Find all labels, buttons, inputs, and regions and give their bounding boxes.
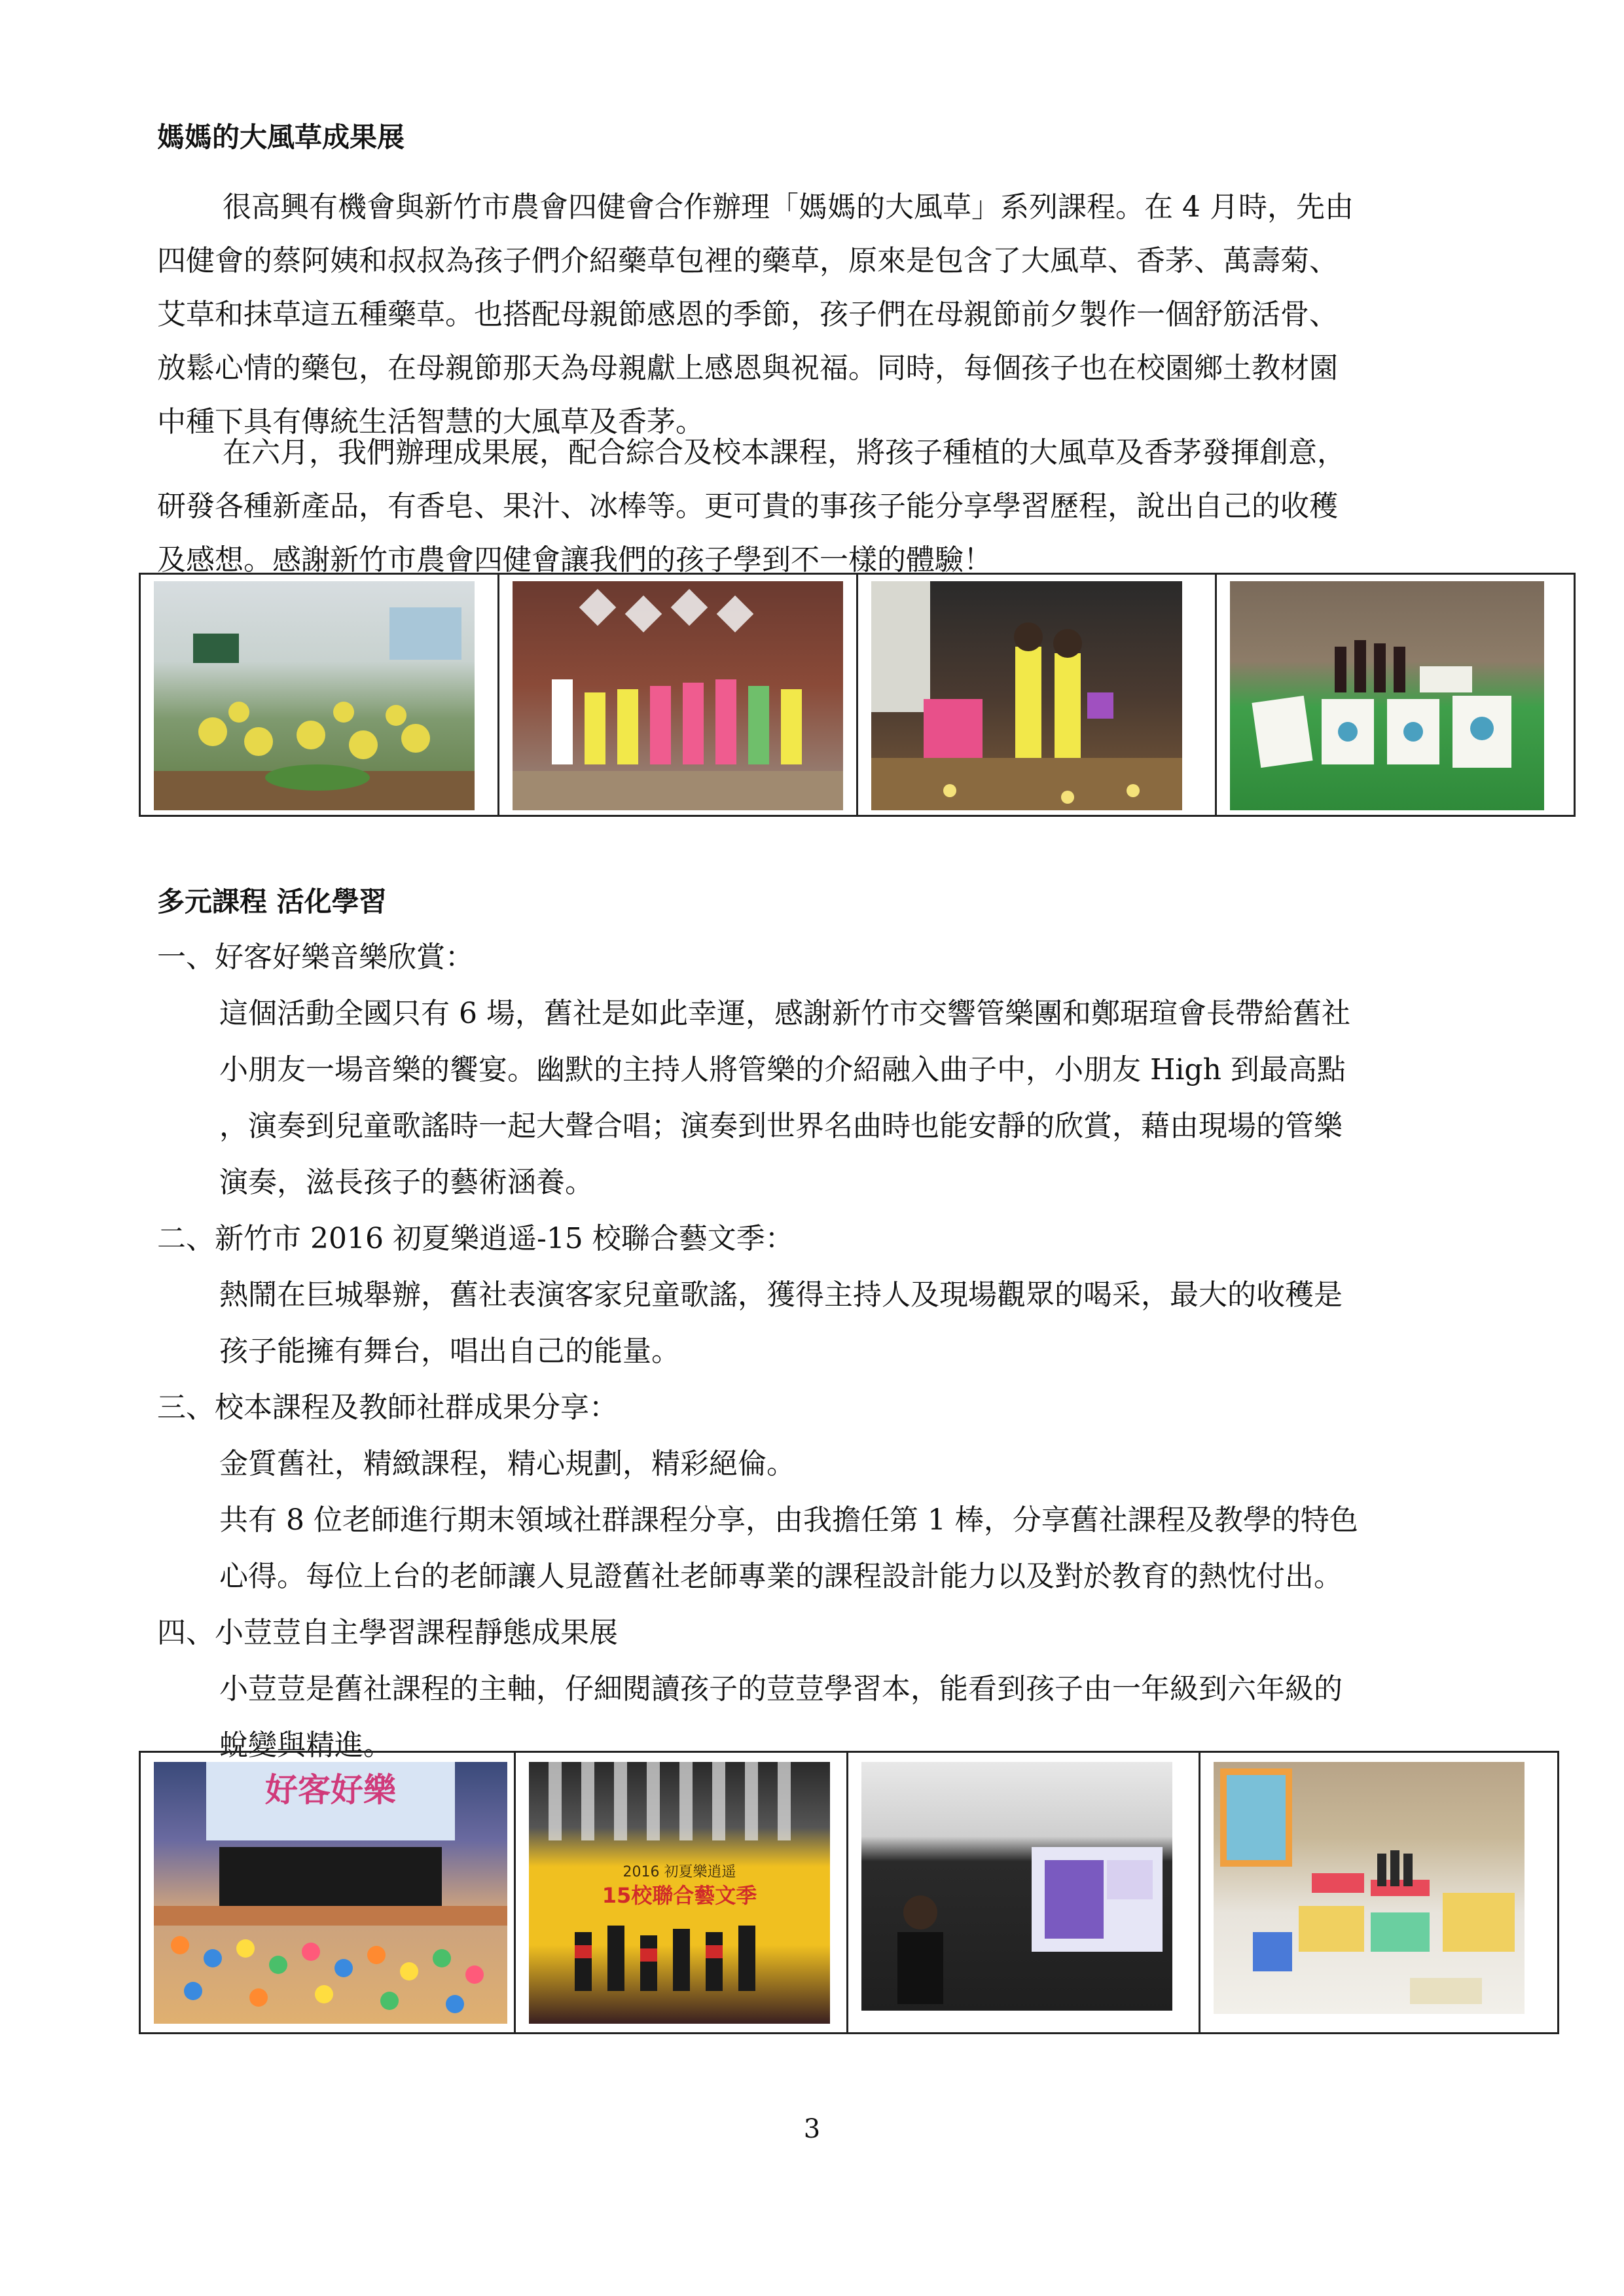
photo-classroom-herbs: [154, 581, 475, 810]
photo-herb-products-table: [1230, 581, 1544, 810]
arts-banner-year: 2016 初夏樂逍遥: [623, 1864, 736, 1880]
photo-music-concert: [154, 1762, 507, 2024]
herb-paragraph-1: [157, 181, 1486, 449]
text-line: 很高興有機會與新竹市農會四健會合作辦理「媽媽的大風草」系列課程。在 4 月時，先由: [223, 190, 1354, 224]
photo-student-presentation: [871, 581, 1182, 810]
list-item-body-3: [219, 1436, 1358, 1605]
list-item-body-2: [219, 1267, 1343, 1380]
text-line: 艾草和抹草這五種藥草。也搭配母親節感恩的季節，孩子們在母親節前夕製作一個舒筋活骨、: [157, 298, 1338, 331]
presentation-stage-icon: [871, 581, 1182, 810]
page-number: 3: [803, 2114, 821, 2144]
section-title-diverse-courses: 多元課程 活化學習: [157, 886, 387, 918]
section-title-herb-exhibition: 媽媽的大風草成果展: [157, 121, 405, 153]
text-line: 熱鬧在巨城舉辦，舊社表演客家兒童歌謠，獲得主持人及現場觀眾的喝采，最大的收穫是: [219, 1278, 1343, 1312]
stage-group-icon: [513, 581, 843, 810]
text-line: 共有 8 位老師進行期末領域社群課程分享，由我擔任第 1 棒，分享舊社課程及教學的特色: [219, 1503, 1358, 1537]
photo-teacher-sharing: [861, 1762, 1172, 2011]
photo-stage-certificates: [513, 581, 843, 810]
list-item-heading-2: 二、新竹市 2016 初夏樂逍遥-15 校聯合藝文季：: [157, 1222, 794, 1255]
photo-arts-festival: [529, 1762, 830, 2024]
photo-table-herb: [139, 573, 1576, 817]
text-line: 蛻變與精進。: [219, 1729, 392, 1762]
photo-cell: [140, 574, 499, 816]
text-line: ，演奏到兒童歌謠時一起大聲合唱；演奏到世界名曲時也能安靜的欣賞，藉由現場的管樂: [219, 1109, 1343, 1143]
classroom-scene-icon: [154, 581, 475, 810]
arts-banner-title: 15校聯合藝文季: [602, 1883, 757, 1908]
exhibit-table-icon: [1214, 1762, 1525, 2014]
photo-cell: [1200, 1752, 1559, 2034]
list-item-heading-1: 一、好客好樂音樂欣賞：: [157, 941, 474, 974]
arts-festival-stage-icon: [529, 1762, 830, 2024]
photo-cell: [499, 574, 857, 816]
text-line: 這個活動全國只有 6 場，舊社是如此幸運，感謝新竹市交響管樂團和鄭琚瑄會長帶給舊社: [219, 997, 1350, 1030]
text-line: 研發各種新產品，有香皂、果汁、冰棒等。更可貴的事孩子能分享學習歷程，說出自己的收穫: [157, 490, 1338, 523]
text-line: 小朋友一場音樂的饗宴。幽默的主持人將管樂的介紹融入曲子中，小朋友 High 到最高點: [219, 1053, 1346, 1086]
photo-cell: [140, 1752, 515, 2034]
photo-cell: [1216, 574, 1575, 816]
text-line: 四健會的蔡阿姨和叔叔為孩子們介紹藥草包裡的藥草，原來是包含了大風草、香茅、萬壽菊、: [157, 244, 1338, 278]
text-line: 中種下具有傳統生活智慧的大風草及香茅。: [157, 405, 704, 439]
text-line: 放鬆心情的藥包，在母親節那天為母親獻上感恩與祝福。同時，每個孩子也在校園鄉土教材園: [157, 351, 1338, 385]
text-line: 孩子能擁有舞台，唱出自己的能量。: [219, 1335, 680, 1368]
photo-cell: [857, 574, 1216, 816]
photo-learning-exhibit: [1214, 1762, 1525, 2014]
herb-paragraph-2: [157, 426, 1486, 587]
text-line: 小荳荳是舊社課程的主軸，仔細閱讀孩子的荳荳學習本，能看到孩子由一年級到六年級的: [219, 1672, 1343, 1706]
hakka-banner-text: 好客好樂: [265, 1771, 396, 1809]
text-line: 及感想。感謝新竹市農會四健會讓我們的孩子學到不一樣的體驗！: [157, 543, 992, 577]
list-item-heading-4: 四、小荳荳自主學習課程靜態成果展: [157, 1616, 618, 1649]
photo-cell: [515, 1752, 848, 2034]
text-line: 在六月，我們辦理成果展，配合綜合及校本課程，將孩子種植的大風草及香茅發揮創意，: [223, 436, 1346, 469]
photo-cell: [848, 1752, 1200, 2034]
projection-screen-icon: [861, 1762, 1172, 2011]
product-display-icon: [1230, 581, 1544, 810]
list-item-heading-3: 三、校本課程及教師社群成果分享：: [157, 1391, 618, 1424]
list-item-body-1: [219, 986, 1350, 1211]
text-line: 金質舊社，精緻課程，精心規劃，精彩絕倫。: [219, 1447, 795, 1480]
concert-audience-icon: [154, 1762, 507, 2024]
text-line: 演奏，滋長孩子的藝術涵養。: [219, 1166, 594, 1199]
text-line: 心得。每位上台的老師讓人見證舊社老師專業的課程設計能力以及對於教育的熱忱付出。: [219, 1560, 1343, 1593]
photo-table-activities: [139, 1751, 1559, 2034]
